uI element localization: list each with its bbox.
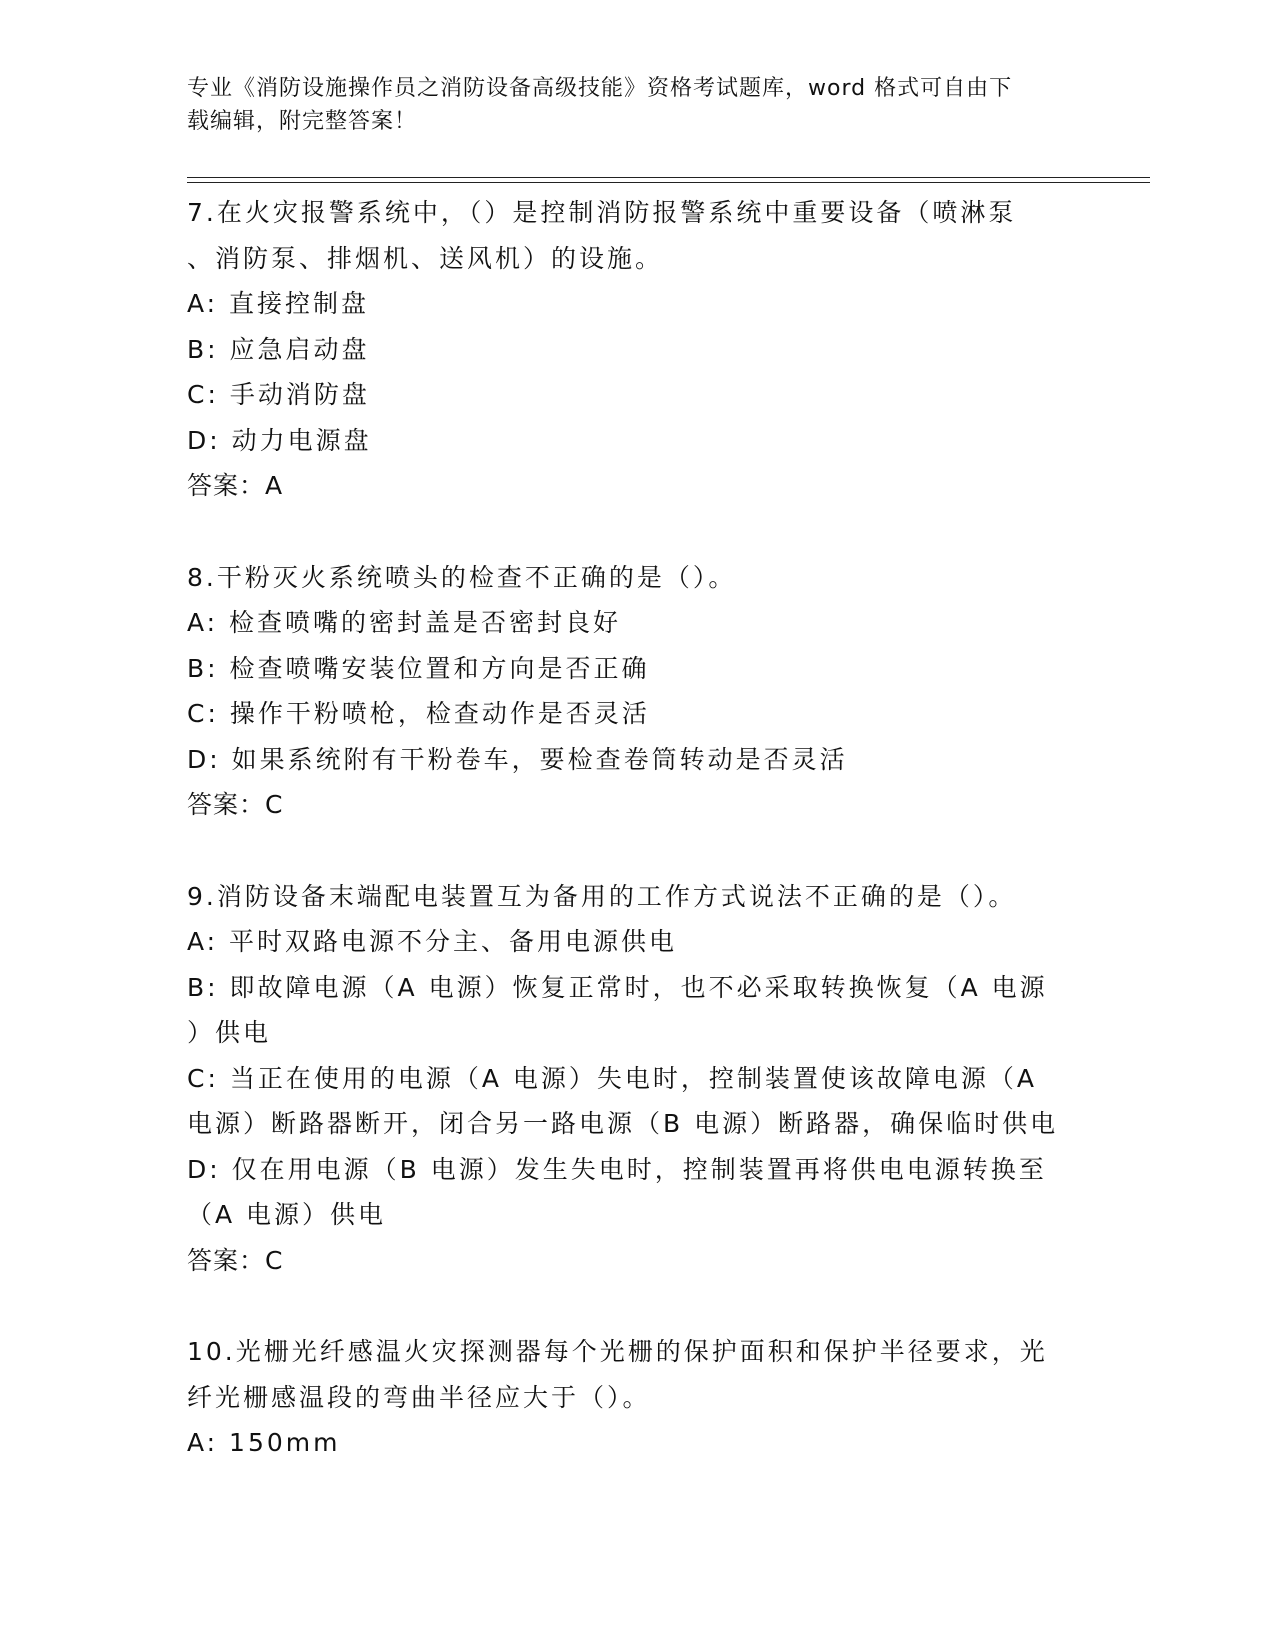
option-c: C: 手动消防盘 <box>187 380 370 409</box>
option-c: C: 当正在使用的电源（A 电源）失电时，控制装置使该故障电源（A <box>187 1063 1037 1093</box>
option-b-continued: ）供电 <box>187 1018 272 1047</box>
answer-line: 答案：A <box>187 471 284 500</box>
option-b: B: 应急启动盘 <box>187 334 370 364</box>
answer-line: 答案：C <box>187 790 284 819</box>
question-list <box>187 190 1087 1512</box>
document-header <box>187 72 1087 138</box>
question-stem-line: 10.光栅光纤感温火灾探测器每个光栅的保护面积和保护半径要求，光 <box>187 1337 1048 1366</box>
option-a: A: 150mm <box>187 1428 341 1457</box>
question-7 <box>187 190 1087 509</box>
option-c: C: 操作干粉喷枪，检查动作是否灵活 <box>187 699 650 728</box>
option-d: D: 如果系统附有干粉卷车，要检查卷筒转动是否灵活 <box>187 744 848 774</box>
header-line-1: 专业《消防设施操作员之消防设备高级技能》资格考试题库，word 格式可自由下 <box>187 76 1013 101</box>
question-stem-line: 7.在火灾报警系统中，（）是控制消防报警系统中重要设备（喷淋泵 <box>187 198 1017 227</box>
option-d-continued: （A 电源）供电 <box>187 1200 387 1229</box>
header-divider-bottom <box>187 182 1150 183</box>
question-stem-line: 9.消防设备末端配电装置互为备用的工作方式说法不正确的是（）。 <box>187 881 1017 911</box>
option-c-continued: 电源）断路器断开，闭合另一路电源（B 电源）断路器，确保临时供电 <box>187 1109 1059 1138</box>
option-b: B: 检查喷嘴安装位置和方向是否正确 <box>187 653 650 683</box>
header-divider-top <box>187 177 1150 178</box>
option-d: D: 动力电源盘 <box>187 425 372 455</box>
question-9 <box>187 874 1087 1284</box>
option-b: B: 即故障电源（A 电源）恢复正常时，也不必采取转换恢复（A 电源 <box>187 972 1048 1002</box>
header-line-2: 载编辑，附完整答案！ <box>187 109 418 134</box>
option-d: D: 仅在用电源（B 电源）发生失电时，控制装置再将供电电源转换至 <box>187 1154 1047 1184</box>
question-stem-line: 纤光栅感温段的弯曲半径应大于（）。 <box>187 1382 651 1412</box>
question-10 <box>187 1329 1087 1466</box>
question-8 <box>187 555 1087 828</box>
option-a: A: 检查喷嘴的密封盖是否密封良好 <box>187 608 622 637</box>
option-a: A: 平时双路电源不分主、备用电源供电 <box>187 927 678 956</box>
answer-line: 答案：C <box>187 1245 284 1275</box>
question-stem-line: 、消防泵、排烟机、送风机）的设施。 <box>187 243 664 273</box>
option-a: A: 直接控制盘 <box>187 289 370 318</box>
question-stem-line: 8.干粉灭火系统喷头的检查不正确的是（）。 <box>187 562 737 592</box>
